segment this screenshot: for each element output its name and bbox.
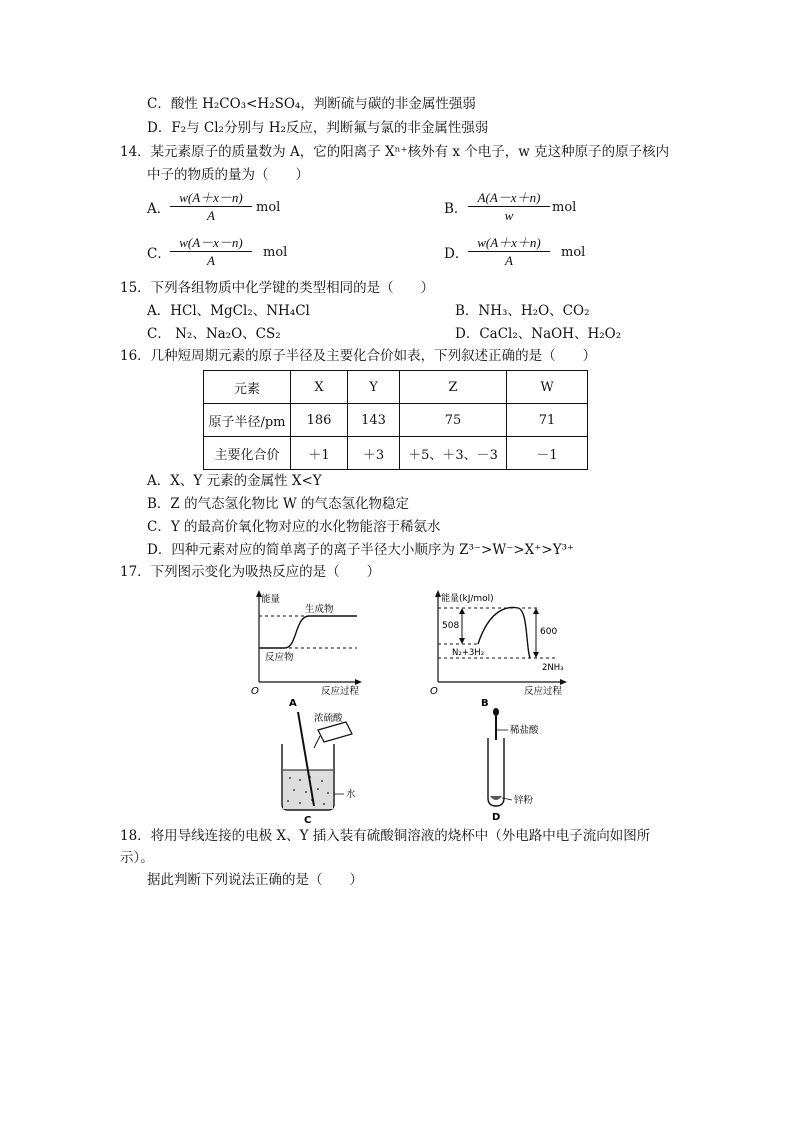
q14-option-a-label: A． (147, 201, 171, 217)
table-header-row (204, 371, 588, 404)
table-cell: 75 (400, 404, 507, 437)
q18-stem-line3: 据此判断下列说法正确的是（ ） (147, 872, 363, 888)
table-row (204, 404, 588, 437)
energy-curve (259, 616, 357, 648)
q16-option-a: A．X、Y 元素的金属性 X<Y (147, 473, 322, 489)
table-cell: ＋3 (348, 437, 400, 470)
x-axis-arrow-icon (355, 679, 362, 685)
pour-stream (314, 736, 320, 748)
acid-label: 稀盐酸 (510, 725, 539, 736)
table-header-cell: X (291, 371, 348, 404)
figure-caption: D (492, 812, 501, 823)
q16-stem: 16．几种短周期元素的原子半径及主要化合价如表，下列叙述正确的是（ ） (120, 348, 597, 364)
energy-curve (478, 607, 530, 658)
q15-option-c: C． N₂、Na₂O、CS₂ (147, 326, 281, 342)
table-cell: 71 (507, 404, 588, 437)
q18-stem-line2: 示）。 (120, 850, 154, 866)
arrow-down-icon (459, 638, 465, 644)
q14-option-c-numerator: w(A－x－n) (170, 235, 252, 252)
product-label: 生成物 (305, 604, 334, 615)
q16-element-table (203, 370, 588, 470)
q14-option-b-label: B． (444, 201, 468, 217)
q14-option-c-label: C． (147, 246, 171, 262)
table-cell: 143 (348, 404, 400, 437)
y-axis-label: 能量(kJ/mol) (441, 594, 494, 604)
reagent-bottle-icon (318, 722, 352, 742)
q14-option-b-fraction (468, 190, 550, 225)
table-header-cell: W (507, 371, 588, 404)
q18-stem-line1: 18．将用导线连接的电极 X、Y 插入装有硫酸铜溶液的烧杯中（外电路中电子流向如图所 (120, 828, 651, 844)
figure-caption: A (289, 698, 297, 709)
q13-option-c: C．酸性 H₂CO₃<H₂SO₄，判断硫与碳的非金属性强弱 (147, 96, 476, 112)
q15-option-d: D．CaCl₂、NaOH、H₂O₂ (455, 326, 622, 342)
table-header-cell: Z (400, 371, 507, 404)
arrow-down-icon (533, 652, 539, 658)
value-600: 600 (540, 627, 558, 637)
reactant-label: 反应物 (265, 652, 294, 663)
q14-option-d-label: D． (444, 246, 469, 262)
q17-figure-d (478, 704, 570, 826)
q14-option-d-unit: mol (561, 245, 586, 260)
q15-stem: 15．下列各组物质中化学键的类型相同的是（ ） (120, 280, 435, 296)
q14-option-c-fraction (170, 235, 252, 270)
x-axis-arrow-icon (560, 679, 567, 685)
q14-option-a-denominator: A (207, 208, 215, 223)
q14-stem-line1: 14．某元素原子的质量数为 A，它的阳离子 Xⁿ⁺核外有 x 个电子，w 克这种原子的原子核内 (120, 144, 670, 160)
test-tube-icon (488, 738, 504, 806)
arrow-up-icon (533, 608, 539, 614)
table-row (204, 437, 588, 470)
q14-option-b-unit: mol (552, 200, 577, 215)
q14-option-b-denominator: w (504, 208, 514, 223)
q17-figure-c (270, 708, 375, 826)
table-header-cell: 元素 (204, 371, 291, 404)
q15-option-a: A．HCl、MgCl₂、NH₄Cl (147, 303, 310, 319)
q14-stem-line2: 中子的物质的量为（ ） (147, 167, 309, 183)
dropper-bulb-icon (493, 708, 499, 716)
x-axis-label: 反应过程 (524, 686, 563, 697)
table-cell: 原子半径/pm (204, 404, 291, 437)
q14-option-d-numerator: w(A＋x＋n) (468, 235, 550, 252)
zinc-powder (490, 796, 502, 800)
q16-option-c: C．Y 的最高价氧化物对应的水化物能溶于稀氨水 (147, 519, 441, 535)
origin-label: O (430, 686, 438, 697)
q14-option-a-fraction (170, 190, 252, 225)
q17-figure-b (428, 588, 576, 710)
value-508: 508 (442, 621, 460, 631)
table-cell: 186 (291, 404, 348, 437)
figure-caption: C (304, 815, 312, 826)
q14-option-b-numerator: A(A－x＋n) (468, 190, 550, 207)
figure-caption: B (481, 698, 489, 709)
table-cell: －1 (507, 437, 588, 470)
table-cell: ＋5、＋3、－3 (400, 437, 507, 470)
water-label: 水 (346, 789, 356, 800)
q14-option-d-denominator: A (505, 253, 513, 268)
q14-option-a-numerator: w(A＋x－n) (170, 190, 252, 207)
q14-option-c-unit: mol (263, 245, 288, 260)
table-cell: 主要化合价 (204, 437, 291, 470)
q14-option-c-denominator: A (207, 253, 215, 268)
q16-option-d: D．四种元素对应的简单离子的离子半径大小顺序为 Z³⁻>W⁻>X⁺>Y³⁺ (147, 542, 575, 558)
q13-option-d: D．F₂与 Cl₂分别与 H₂反应，判断氟与氯的非金属性强弱 (147, 120, 489, 136)
product-label: 2NH₃ (542, 663, 564, 673)
origin-label: O (251, 686, 259, 697)
acid-label: 浓硫酸 (314, 713, 343, 724)
q16-option-b: B．Z 的气态氢化物比 W 的气态氢化物稳定 (147, 496, 410, 512)
table-cell: ＋1 (291, 437, 348, 470)
q14-option-d-fraction (468, 235, 550, 270)
table-header-cell: Y (348, 371, 400, 404)
arrow-up-icon (459, 608, 465, 614)
q17-stem: 17．下列图示变化为吸热反应的是（ ） (120, 564, 381, 580)
q14-option-a-unit: mol (256, 200, 281, 215)
x-axis-label: 反应过程 (321, 686, 360, 697)
y-axis-label: 能量 (261, 594, 281, 605)
q17-figure-a (245, 588, 370, 710)
zinc-label: 锌粉 (514, 795, 534, 806)
q15-option-b: B．NH₃、H₂O、CO₂ (455, 303, 590, 319)
reactant-label: N₂+3H₂ (452, 648, 485, 658)
